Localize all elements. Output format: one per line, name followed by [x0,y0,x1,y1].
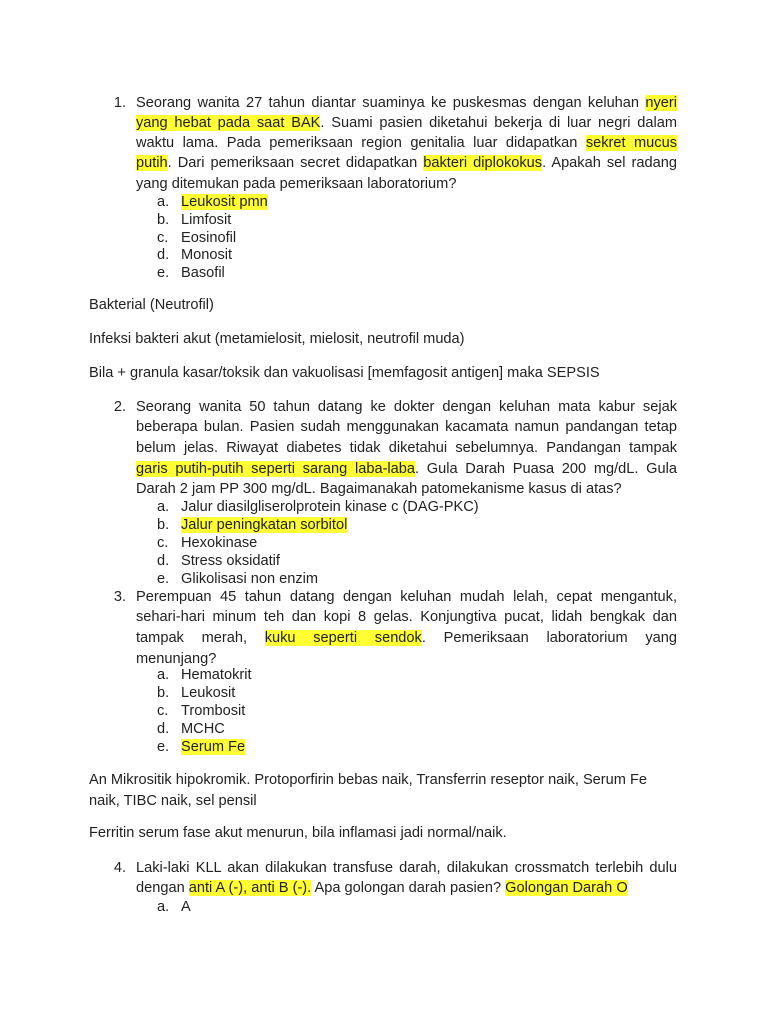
question-4-line: Laki-laki KLL akan dilakukan transfuse darah, dilakukan crossmatch terlebih dulu [136,860,677,876]
option-1b: b. Limfosit [157,212,232,228]
question-2-number: 2. [113,399,126,415]
question-text: Seorang wanita 27 tahun diantar suaminya ke puskesmas dengan keluhan [136,95,646,111]
highlighted-text: garis putih-putih seperti sarang laba-laba [136,461,416,477]
question-3-line: tampak merah, kuku seperti sendok. Pemeriksaan laboratorium yang [136,630,677,646]
note-mikrositik: An Mikrositik hipokromik. Protoporfirin bebas naik, Transferrin reseptor naik, Serum Fe [89,772,648,788]
question-2-line: Seorang wanita 50 tahun datang ke dokter dengan keluhan mata kabur sejak [136,399,677,415]
note-infeksi-bakteri: Infeksi bakteri akut (metamielosit, mielosit, neutrofil muda) [89,331,465,347]
question-2-line: Darah 2 jam PP 300 mg/dL. Bagaimanakah patomekanisme kasus di atas? [136,481,622,497]
note-bakterial: Bakterial (Neutrofil) [89,297,214,313]
question-2-line: garis putih-putih seperti sarang laba-laba. Gula Darah Puasa 200 mg/dL. Gula [136,461,677,477]
question-text: yang ditemukan pada pemeriksaan laboratorium? [136,176,457,192]
note-sepsis: Bila + granula kasar/toksik dan vakuolisasi [memfagosit antigen] maka SEPSIS [89,365,600,381]
option-1d: d. Monosit [157,247,233,263]
note-mikrositik-cont: naik, TIBC naik, sel pensil [89,793,257,809]
option-4a: a. A [157,899,191,915]
question-1-line [136,174,677,194]
option-3b: b. Leukosit [157,685,236,701]
highlighted-text: kuku seperti sendok [264,630,422,646]
highlighted-text: anti A (-), anti B (-). [188,880,312,896]
highlighted-text: yang hebat pada saat BAK [136,115,321,131]
answer-highlight: Leukosit pmn [181,194,268,210]
highlighted-text: putih [136,155,168,171]
answer-highlight: Serum Fe [181,739,246,755]
question-4-number: 4. [113,860,126,876]
option-2c: c. Hexokinase [157,535,258,551]
highlighted-text: Golongan Darah O [505,880,628,896]
option-2a: a. Jalur diasilgliserolprotein kinase c (DAG-PKC) [157,499,479,515]
question-text: . Suami pasien diketahui bekerja di luar negri dalam [320,115,677,131]
question-4-line: dengan anti A (-), anti B (-). Apa golongan darah pasien? Golongan Darah O [136,880,628,896]
question-3-line: sehari-hari minum teh dan kopi 8 gelas. Konjungtiva pucat, lidah bengkak dan [136,609,677,625]
option-3c: c. Trombosit [157,703,246,719]
highlighted-text: nyeri [645,95,677,111]
option-2b: b. Jalur peningkatan sorbitol [157,517,348,533]
highlighted-text: sekret mucus [585,135,677,151]
option-1e: e. Basofil [157,265,225,281]
question-text: . Apakah sel radang [542,155,677,171]
question-text: waktu lama. Pada pemeriksaan region genitalia luar didapatkan [136,135,586,151]
question-3-line: Perempuan 45 tahun datang dengan keluhan mudah lelah, cepat mengantuk, [136,589,677,605]
option-1a: a. Leukosit pmn [157,194,268,210]
question-text: . Dari pemeriksaan secret didapatkan [167,155,424,171]
option-3a: a. Hematokrit [157,667,252,683]
question-2-line: belum jelas. Riwayat diabetes tidak diketahui sebelumnya. Pandangan tampak [136,440,677,456]
question-3-line: menunjang? [136,651,217,667]
option-3e: e. Serum Fe [157,739,246,755]
question-2-line: beberapa bulan. Pasien sudah menggunakan kacamata namun pandangan tetap [136,419,677,435]
option-2d: d. Stress oksidatif [157,553,280,569]
question-1-line [136,113,677,133]
highlighted-text: bakteri diplokokus [423,155,543,171]
option-3d: d. MCHC [157,721,225,737]
question-3-number: 3. [113,589,126,605]
note-ferritin: Ferritin serum fase akut menurun, bila inflamasi jadi normal/naik. [89,825,507,841]
answer-highlight: Jalur peningkatan sorbitol [181,517,348,533]
question-1-number: 1. [113,95,126,111]
option-1c: c. Eosinofil [157,230,237,246]
question-1-line [136,133,677,153]
option-2e: e. Glikolisasi non enzim [157,571,319,587]
question-1-line [136,93,677,113]
question-1-line [136,153,677,173]
